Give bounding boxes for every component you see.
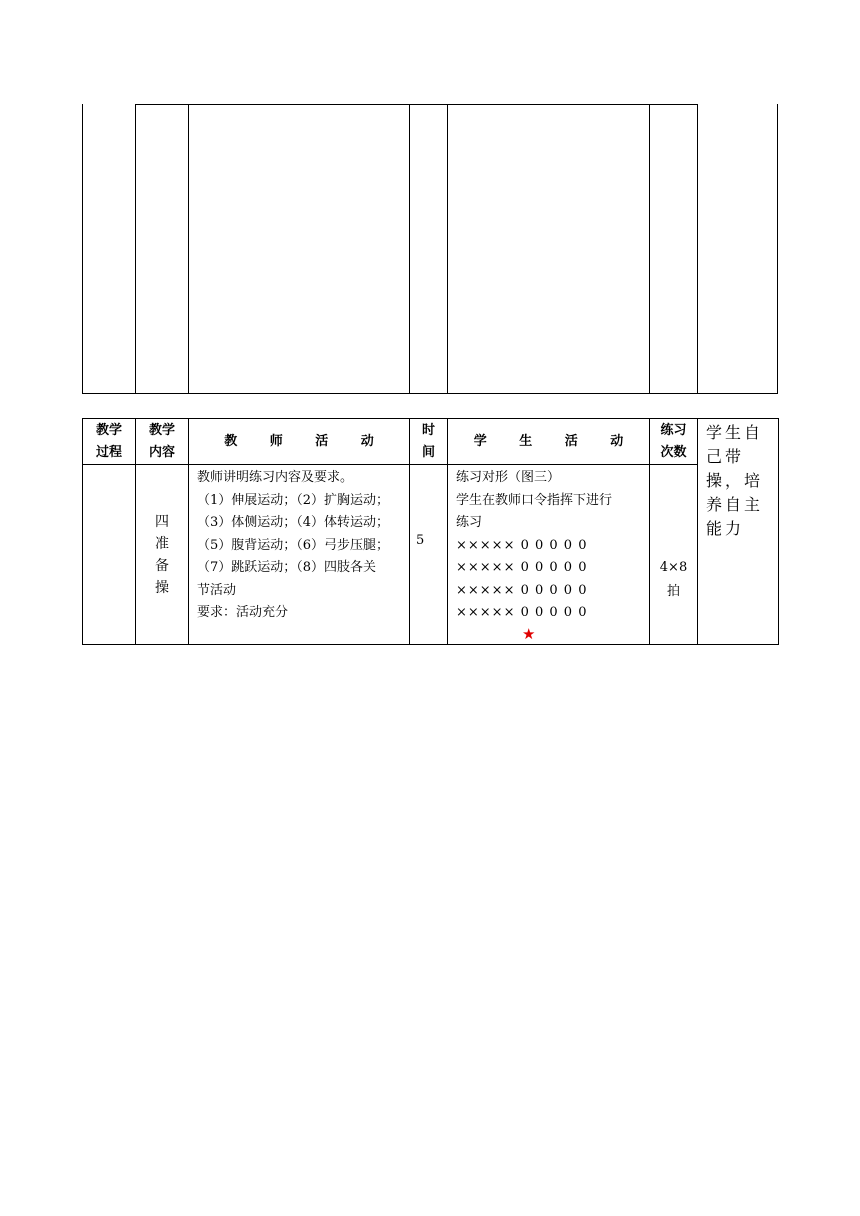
header-process: 教学 过程 <box>83 419 136 465</box>
table-row <box>83 465 779 645</box>
frame-line <box>135 104 697 105</box>
formation-row: ××××× 0 0 0 0 0 <box>456 582 588 598</box>
reps-count: 4×8 <box>659 559 688 575</box>
frame-line <box>135 104 136 394</box>
teacher-line: （5）腹背运动；（6）弓步压腿； <box>197 537 390 553</box>
frame-line <box>697 104 698 394</box>
frame-line <box>82 104 83 394</box>
teacher-line: 要求：活动充分 <box>197 605 289 620</box>
teacher-line: （3）体侧运动；（4）体转运动； <box>197 515 390 530</box>
frame-line <box>649 104 650 394</box>
header-student-activity: 学 生 活 动 <box>448 419 650 465</box>
student-line: 练习 <box>456 515 483 530</box>
content-cell <box>136 465 189 645</box>
frame-line <box>82 393 778 394</box>
teacher-line: 教师讲明练习内容及要求。 <box>197 470 354 485</box>
formation-row: ××××× 0 0 0 0 0 <box>456 537 588 553</box>
content-label: 四准备操 <box>155 513 169 596</box>
time-cell: 5 <box>410 465 448 645</box>
teacher-star-icon: ★ <box>522 624 536 643</box>
header-teacher-activity: 教 师 活 动 <box>189 419 410 465</box>
reps-unit: 拍 <box>666 583 680 599</box>
student-activity-cell <box>448 465 650 645</box>
student-line: 学生在教师口令指挥下进行 <box>456 492 613 508</box>
frame-line <box>409 104 410 394</box>
reps-cell <box>650 465 698 645</box>
header-time: 时 间 <box>410 419 448 465</box>
formation-row: ××××× 0 0 0 0 0 <box>456 560 588 575</box>
frame-line <box>777 104 778 394</box>
teacher-line: （7）跳跃运动；（8）四肢各关 <box>197 560 377 575</box>
teacher-line: 节活动 <box>197 582 237 598</box>
header-reps: 练习 次数 <box>650 419 698 465</box>
frame-line <box>188 104 189 394</box>
frame-line <box>447 104 448 394</box>
previous-table-frame <box>82 104 778 394</box>
process-cell <box>83 465 136 645</box>
table-header-row <box>83 419 779 465</box>
formation-row: ××××× 0 0 0 0 0 <box>456 605 588 620</box>
teacher-line: （1）伸展运动；（2）扩胸运动； <box>197 492 390 508</box>
student-line: 练习对形（图三） <box>456 470 561 485</box>
remark-cell: 学生自己带操，培养自主能力 <box>698 419 779 645</box>
lesson-table <box>82 418 779 645</box>
header-content: 教学 内容 <box>136 419 189 465</box>
teacher-activity-cell <box>189 465 410 645</box>
